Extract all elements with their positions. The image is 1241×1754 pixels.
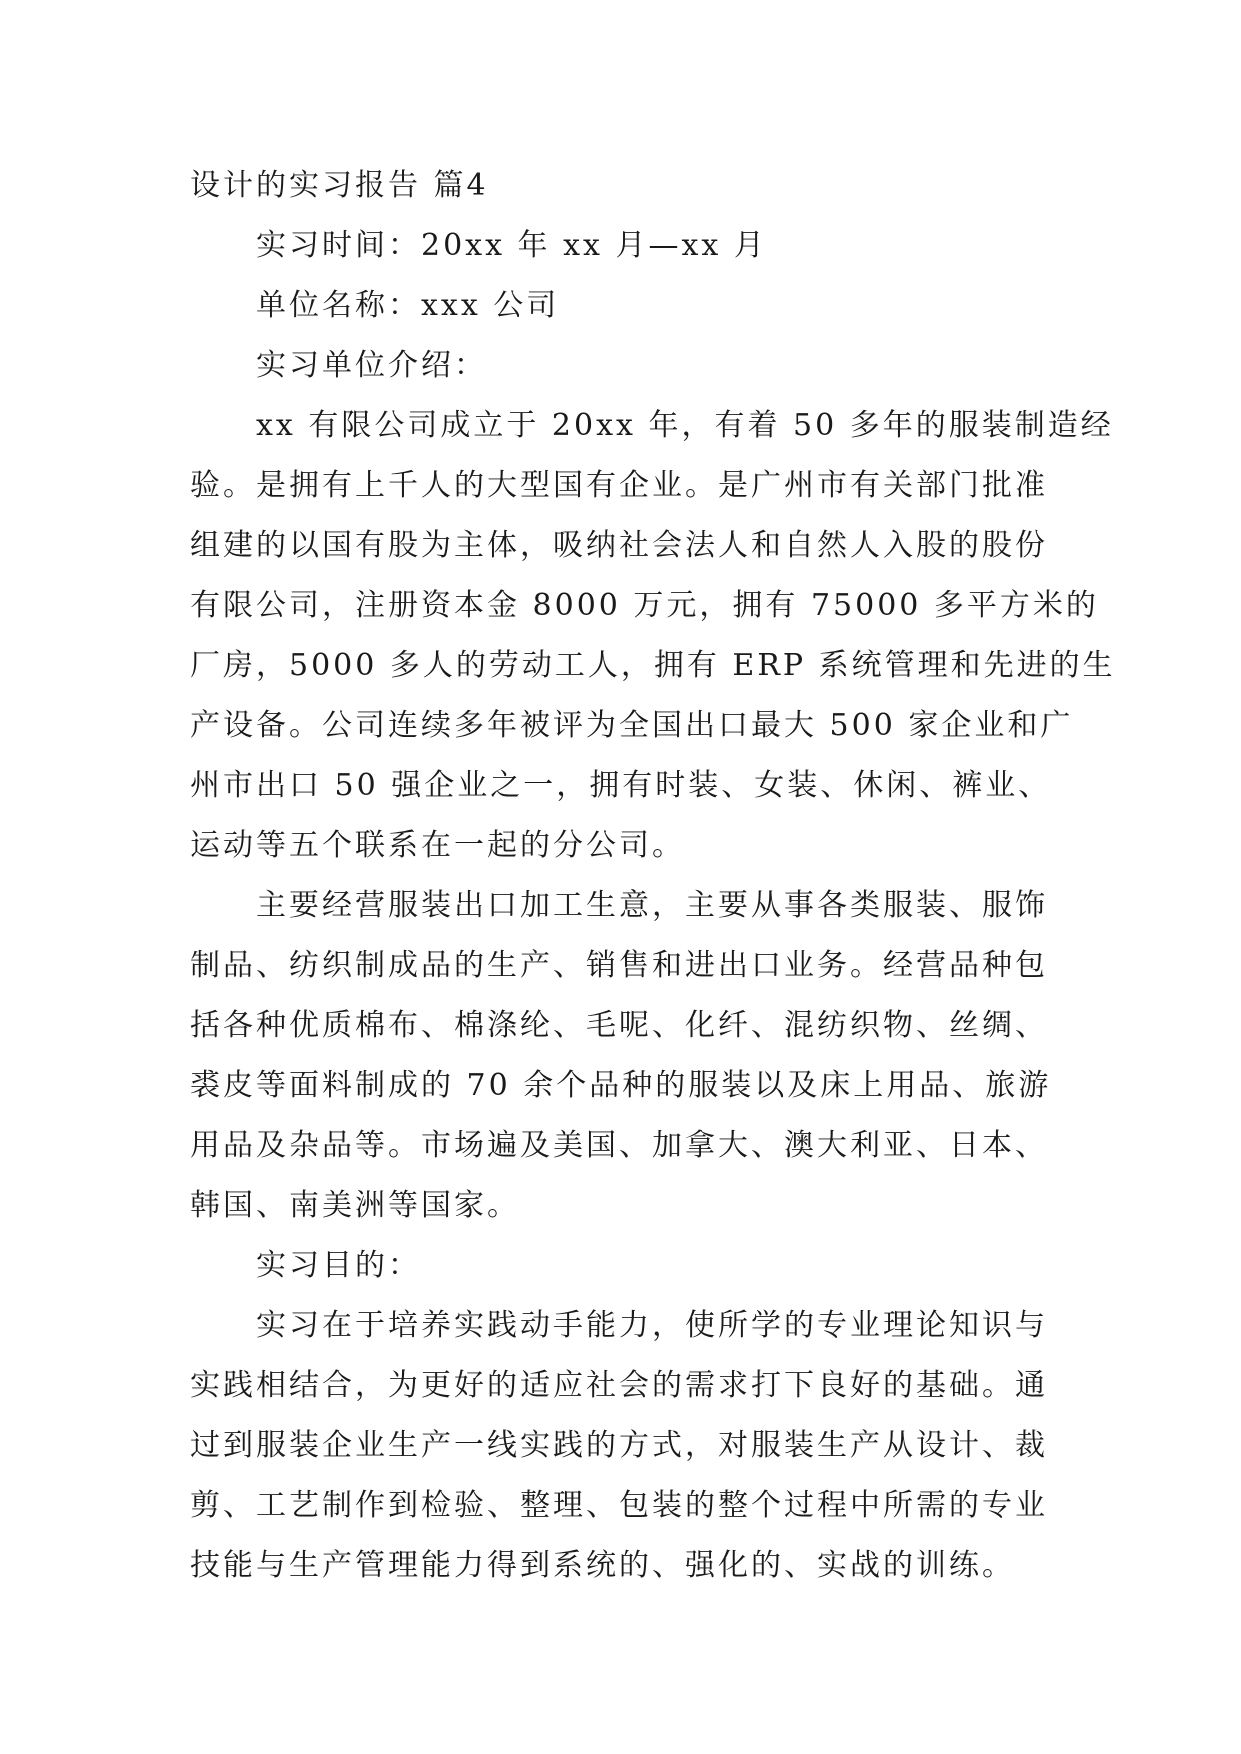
paragraph-line: 裘皮等面料制成的 70 余个品种的服装以及床上用品、旅游 [190, 1068, 1052, 1103]
section-heading-purpose: 实习目的： [256, 1248, 421, 1283]
paragraph-line: 韩国、南美洲等国家。 [190, 1188, 520, 1223]
paragraph-line: 制品、纺织制成品的生产、销售和进出口业务。经营品种包 [190, 948, 1048, 983]
paragraph-line: xx 有限公司成立于 20xx 年，有着 50 多年的服装制造经 [256, 408, 1114, 443]
paragraph-line: 技能与生产管理能力得到系统的、强化的、实战的训练。 [190, 1548, 1015, 1583]
paragraph-line: 州市出口 50 强企业之一，拥有时装、女装、休闲、裤业、 [190, 768, 1052, 803]
paragraph-line: 实习在于培养实践动手能力，使所学的专业理论知识与 [256, 1308, 1048, 1343]
paragraph-line: 组建的以国有股为主体，吸纳社会法人和自然人入股的股份 [190, 528, 1048, 563]
paragraph-line: 过到服装企业生产一线实践的方式，对服装生产从设计、裁 [190, 1428, 1048, 1463]
paragraph-line: 实践相结合，为更好的适应社会的需求打下良好的基础。通 [190, 1368, 1048, 1403]
paragraph-line: 剪、工艺制作到检验、整理、包装的整个过程中所需的专业 [190, 1488, 1048, 1523]
paragraph-line: 产设备。公司连续多年被评为全国出口最大 500 家企业和广 [190, 708, 1074, 743]
document-title: 设计的实习报告 篇4 [190, 168, 489, 203]
paragraph-line: 主要经营服装出口加工生意，主要从事各类服装、服饰 [256, 888, 1048, 923]
paragraph-line: 有限公司，注册资本金 8000 万元，拥有 75000 多平方米的 [190, 588, 1099, 623]
paragraph-line: 运动等五个联系在一起的分公司。 [190, 828, 685, 863]
paragraph-line: 验。是拥有上千人的大型国有企业。是广州市有关部门批准 [190, 468, 1048, 503]
section-heading-company-intro: 实习单位介绍： [256, 348, 487, 383]
paragraph-line: 用品及杂品等。市场遍及美国、加拿大、澳大利亚、日本、 [190, 1128, 1048, 1163]
internship-time: 实习时间：20xx 年 xx 月—xx 月 [256, 228, 767, 263]
company-name: 单位名称：xxx 公司 [256, 288, 560, 323]
paragraph-line: 厂房，5000 多人的劳动工人，拥有 ERP 系统管理和先进的生 [190, 648, 1116, 683]
paragraph-line: 括各种优质棉布、棉涤纶、毛呢、化纤、混纺织物、丝绸、 [190, 1008, 1048, 1043]
